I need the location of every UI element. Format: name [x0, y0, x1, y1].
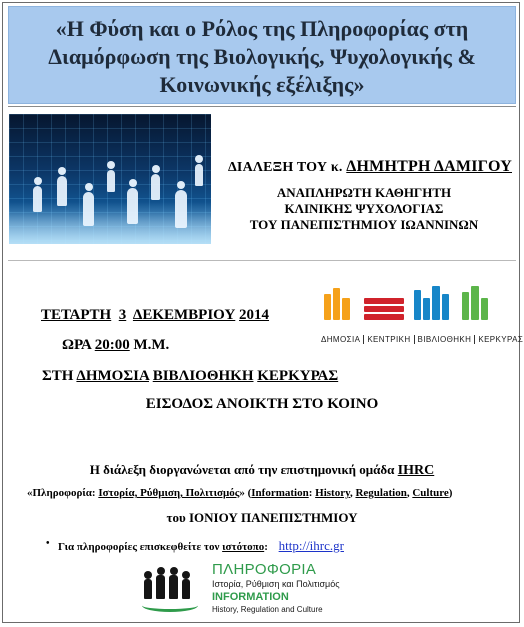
place-word: ΚΕΡΚΥΡΑΣ: [257, 368, 339, 384]
title-banner: [8, 6, 516, 104]
group-name-english-word: Regulation: [355, 487, 407, 499]
punct: ,: [349, 487, 356, 499]
time-value: 20:00: [94, 337, 130, 353]
person-silhouette: [33, 186, 42, 212]
library-logo: [318, 282, 524, 354]
logo-title-english: INFORMATION: [212, 591, 289, 603]
role-line: ΤΟΥ ΠΑΝΕΠΙΣΤΗΜΙΟΥ ΙΩΑΝΝΙΝΩΝ: [249, 217, 479, 232]
punct: ,: [406, 487, 413, 499]
organizer-full-name: [27, 487, 524, 499]
event-day: ΤΕΤΑΡΤΗ: [41, 307, 112, 323]
logo-word: ΔΗΜΟΣΙΑ: [318, 335, 364, 344]
role-line: ΚΛΙΝΙΚΗΣ ΨΥΧΟΛΟΓΙΑΣ: [284, 201, 444, 216]
figure-shape: [156, 575, 165, 599]
figure-shape: [144, 579, 152, 599]
logo-word: ΒΙΒΛΙΟΘΗΚΗ: [415, 335, 476, 344]
logo-subtitle-english: History, Regulation and Culture: [212, 605, 323, 614]
person-silhouette: [107, 170, 115, 192]
organizer-text: Η διάλεξη διοργανώνεται από την επιστημονική ομάδα: [89, 462, 395, 477]
book-shape: [364, 298, 404, 304]
figure-shape: [169, 575, 178, 599]
speaker-role: [214, 185, 514, 233]
group-name-english-word: Culture: [412, 487, 449, 499]
ihrc-logo: [140, 561, 360, 623]
lecture-prefix: ΔΙΑΛΕΞΗ ΤΟΥ κ.: [227, 160, 343, 175]
book-shape: [333, 288, 340, 320]
time-prefix: ΩΡΑ: [62, 337, 91, 353]
event-month: ΔΕΚΕΜΒΡΙΟΥ: [132, 307, 236, 323]
person-silhouette: [151, 174, 160, 200]
people-icon: [140, 565, 196, 609]
entry-note: ΕΙΣΟΔΟΣ ΑΝΟΙΚΤΗ ΣΤΟ ΚΟΙΝΟ: [145, 396, 379, 412]
network-people-image: [9, 114, 211, 244]
logo-word: ΚΕΝΤΡΙΚΗ: [364, 335, 414, 344]
event-date-number: 3: [118, 307, 127, 323]
event-date: [41, 305, 269, 325]
book-shape: [364, 314, 404, 320]
place-prefix: ΣΤΗ: [42, 368, 74, 384]
place-word: ΒΙΒΛΙΟΘΗΚΗ: [152, 368, 254, 384]
event-time: [62, 337, 169, 354]
punct: :: [308, 487, 316, 499]
time-suffix: Μ.Μ.: [133, 337, 170, 353]
book-shape: [481, 298, 488, 320]
group-name-greek-prefix: «Πληροφορία:: [27, 487, 99, 499]
info-text: Για πληροφορίες επισκεφθείτε τον: [58, 541, 220, 553]
lecture-by: [222, 158, 512, 176]
info-line: [46, 538, 344, 554]
bullet-icon: •: [46, 538, 50, 549]
person-silhouette: [83, 192, 94, 226]
punct: ): [448, 487, 453, 499]
website-link[interactable]: http://ihrc.gr: [278, 538, 344, 553]
place-word: ΔΗΜΟΣΙΑ: [76, 368, 149, 384]
group-name-greek-suffix: » (: [239, 487, 252, 499]
book-shape: [364, 306, 404, 312]
poster-title: «Η Φύση και ο Ρόλος της Πληροφορίας στη Διαμόρφωση της Βιολογικής, Ψυχολογικής & Κοινωνικής εξέλιξης»: [48, 16, 476, 97]
person-silhouette: [175, 190, 187, 228]
speaker-name: ΔΗΜΗΤΡΗ ΔΑΜΙΓΟΥ: [346, 158, 512, 175]
organizer-group: IHRC: [397, 463, 435, 478]
info-colon: :: [264, 541, 268, 553]
role-line: ΑΝΑΠΛΗΡΩΤΗ ΚΑΘΗΓΗΤΗ: [276, 185, 452, 200]
logo-word: ΚΕΡΚΥΡΑΣ: [478, 335, 524, 344]
book-shape: [423, 298, 430, 320]
book-shape: [432, 286, 440, 320]
group-name-english-word: Information: [251, 487, 309, 499]
figure-shape: [182, 579, 190, 599]
logo-subtitle-greek: Ιστορία, Ρύθμιση και Πολιτισμός: [212, 579, 340, 589]
divider: [8, 260, 516, 261]
group-name-greek: Ιστορία, Ρύθμιση, Πολιτισμός: [98, 487, 240, 499]
person-silhouette: [195, 164, 203, 186]
event-year: 2014: [239, 307, 270, 323]
book-shape: [471, 286, 479, 320]
person-silhouette: [127, 188, 138, 224]
info-site-word: ιστότοπο: [222, 541, 265, 553]
book-shape: [324, 294, 331, 320]
university-name: του ΙΟΝΙΟΥ ΠΑΝΕΠΙΣΤΗΜΙΟΥ: [166, 510, 358, 525]
person-silhouette: [57, 176, 67, 206]
organizer-line: [0, 462, 524, 479]
logo-title-greek: ΠΛΗΡΟΦΟΡΙΑ: [212, 561, 317, 578]
book-shape: [414, 290, 421, 320]
divider: [8, 106, 516, 107]
book-shape: [442, 294, 449, 320]
book-shape: [462, 292, 469, 320]
swoosh-shape: [142, 599, 198, 612]
event-place: [42, 368, 338, 385]
group-name-english-word: History: [315, 487, 350, 499]
library-logo-text: [318, 335, 524, 344]
book-shape: [342, 298, 350, 320]
